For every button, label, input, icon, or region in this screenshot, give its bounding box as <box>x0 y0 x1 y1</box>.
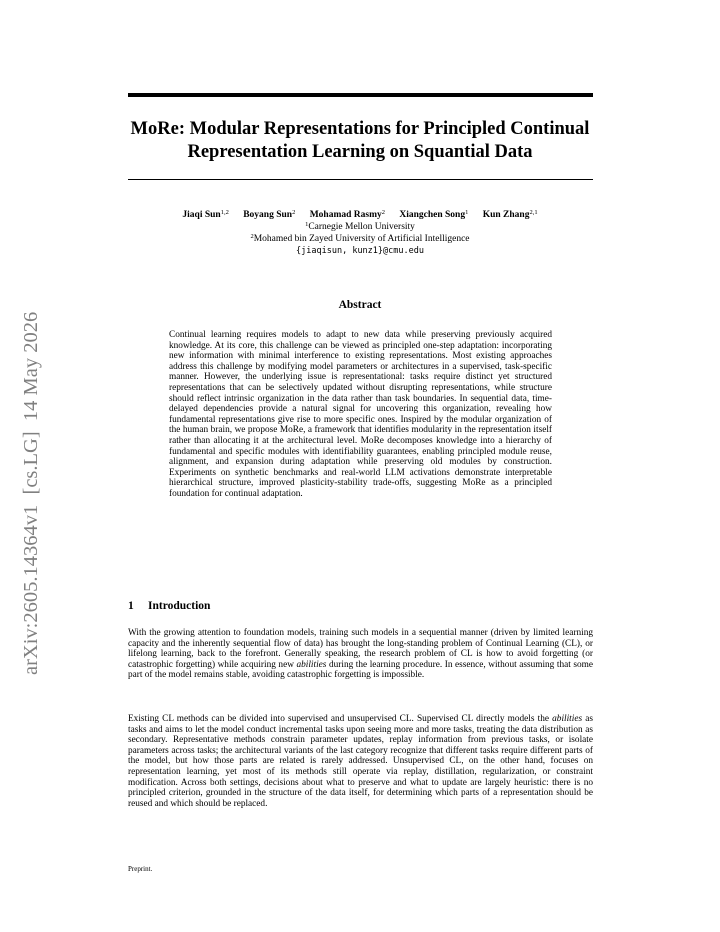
arxiv-stamp <box>10 257 46 677</box>
author-email: {jiaqisun, kunz1}@cmu.edu <box>296 246 424 256</box>
section-number: 1 <box>128 600 134 612</box>
author-list <box>110 209 610 221</box>
author: Boyang Sun$^2$ <box>243 209 296 220</box>
author-block <box>110 209 610 257</box>
intro-paragraph: Existing CL methods can be divided into supervised and unsupervised CL. Supervised CL directly models the abilities as tasks and aims to let the model conduct incremental tasks upon seeing more and more tasks, treating the data distribution as secondary. Representative methods constrain parameter updates, replay information from previous tasks, or isolate parameters across tasks; the architectural variants of the last category recognize that different tasks require different parts of the model, but how those parts are related is rarely addressed. Unsupervised CL, on the other hand, focuses on representation learning, yet most of its methods still operate via replay, distillation, regularization, or constraint modification. Across both settings, decisions about what to preserve and what to update are largely heuristic: there is no principled criterion, grounded in the structure of the data itself, for determining which parts of a representation should be reused and which should be replaced. <box>128 714 593 809</box>
author: Xiangchen Song$^1$ <box>399 209 469 220</box>
abstract-text: Continual learning requires models to adapt to new data while preserving previously acquired knowledge. At its core, this challenge can be viewed as principled one-step adaptation: incorporating new information with minimal interference to existing representations. Most existing approaches address this challenge by modifying model parameters or architectures in a supervised, task-specific manner. However, the underlying issue is representational: tasks require distinct yet structured representations that can be selectively updated without disrupting representations, while structure should reflect intrinsic organization in the data rather than task boundaries. In sequential data, time-delayed dependencies provide a natural signal for uncovering this organization, revealing how fundamental representations give rise to more specific ones. Inspired by the modular organization of the human brain, we propose MoRe, a framework that identifies modularity in the representation itself rather than allocating it at the architectural level. MoRe decomposes knowledge into a hierarchy of fundamental and specific modules with identifiability guarantees, enabling principled module reuse, alignment, and expansion during adaptation while preserving old modules by construction. Experiments on synthetic benchmarks and real-world LLM activations demonstrate interpretable hierarchical structure, improved plasticity-stability trade-offs, suggesting MoRe as a principled foundation for continual adaptation. <box>169 330 552 499</box>
affiliation: $^1$Carnegie Mellon University <box>305 221 415 232</box>
affiliation: $^2$Mohamed bin Zayed University of Artificial Intelligence <box>250 233 470 244</box>
title-bottom-rule <box>128 179 593 180</box>
section-heading <box>128 600 210 612</box>
arxiv-id: arXiv:2605.14364v1 [cs.LG] 14 May 2026 <box>20 311 42 675</box>
preprint-note: Preprint. <box>128 865 153 873</box>
paper-title: MoRe: Modular Representations for Principled Continual Representation Learning on Squantial Data <box>130 119 590 162</box>
abstract-heading: Abstract <box>338 299 382 311</box>
section-title: Introduction <box>148 600 211 612</box>
author: Mohamad Rasmy$^2$ <box>309 209 385 220</box>
title-top-rule <box>128 93 593 97</box>
intro-paragraph: With the growing attention to foundation models, training such models in a sequential manner (driven by limited learning capacity and the inherently sequential flow of data) has brought the long-standing problem of Continual Learning (CL), or lifelong learning, back to the forefront. Generally speaking, the research problem of CL is how to avoid forgetting (or catastrophic forgetting) while acquiring new abilities during the learning procedure. In essence, without assuming that some part of the model remains stable, avoiding catastrophic forgetting is impossible. <box>128 628 593 681</box>
author: Kun Zhang$^{2,1}$ <box>482 209 538 220</box>
author: Jiaqi Sun$^{1,2}$ <box>182 209 229 220</box>
